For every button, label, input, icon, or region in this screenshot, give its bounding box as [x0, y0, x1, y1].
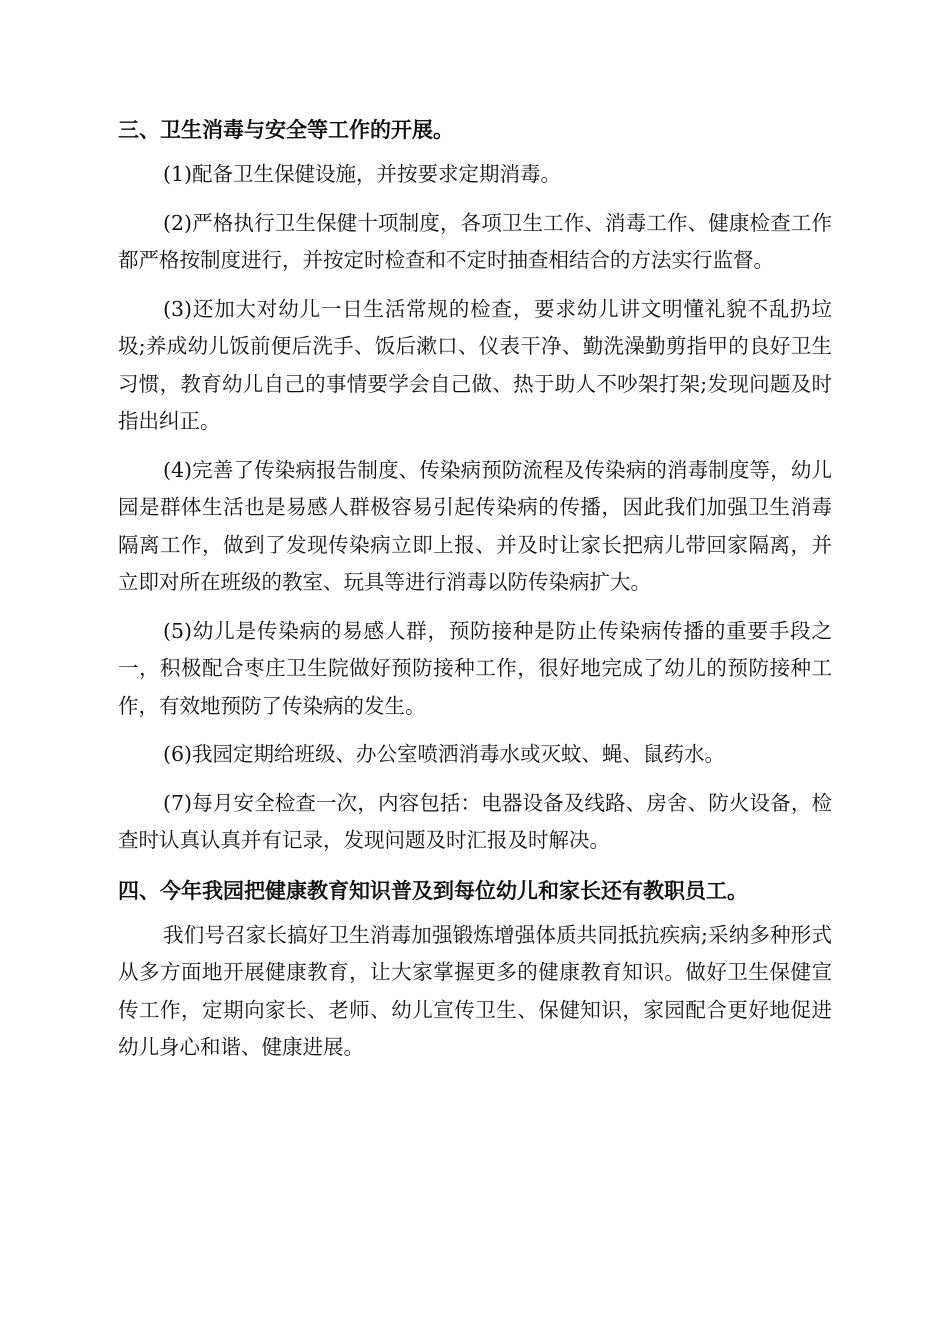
paragraph-3-3: (3)还加大对幼儿一日生活常规的检查，要求幼儿讲文明懂礼貌不乱扔垃圾;养成幼儿饭前便后洗手、饭后漱口、仪表干净、勤洗澡勤剪指甲的良好卫生习惯，教育幼儿自己的事情要学会自己做、热于助人不吵架打架;发现问题及时指出纠正。 [118, 296, 832, 433]
paragraph-3-2: (2)严格执行卫生保健十项制度，各项卫生工作、消毒工作、健康检查工作都严格按制度进行，并按定时检查和不定时抽查相结合的方法实行监督。 [118, 210, 832, 272]
section-heading-4: 四、今年我园把健康教育知识普及到每位幼儿和家长还有教职员工。 [118, 878, 748, 903]
section-heading-3: 三、卫生消毒与安全等工作的开展。 [118, 118, 454, 142]
paragraph-3-1: (1)配备卫生保健设施，并按要求定期消毒。 [163, 162, 562, 186]
paragraph-3-4: (4)完善了传染病报告制度、传染病预防流程及传染病的消毒制度等，幼儿园是群体生活也是易感人群极容易引起传染病的传播，因此我们加强卫生消毒隔离工作，做到了发现传染病立即上报、并及时让家长把病儿带回家隔离，并立即对所在班级的教室、玩具等进行消毒以防传染病扩大。 [118, 457, 832, 594]
document-body [118, 110, 832, 1078]
paragraph-3-6: (6)我园定期给班级、办公室喷洒消毒水或灭蚊、蝇、鼠药水。 [163, 742, 726, 766]
paragraph-3-7: (7)每月安全检查一次，内容包括：电器设备及线路、房舍、防火设备，检查时认真认真并有记录，发现问题及时汇报及时解决。 [118, 790, 832, 852]
paragraph-3-5: (5)幼儿是传染病的易感人群，预防接种是防止传染病传播的重要手段之一，积极配合枣庄卫生院做好预防接种工作，很好地完成了幼儿的预防接种工作，有效地预防了传染病的发生。 [118, 618, 832, 718]
paragraph-4-1: 我们号召家长搞好卫生消毒加强锻炼增强体质共同抵抗疾病;采纳多种形式从多方面地开展健康教育，让大家掌握更多的健康教育知识。做好卫生保健宣传工作，定期向家长、老师、幼儿宣传卫生、保健知识，家园配合更好地促进幼儿身心和谐、健康进展。 [118, 922, 832, 1059]
